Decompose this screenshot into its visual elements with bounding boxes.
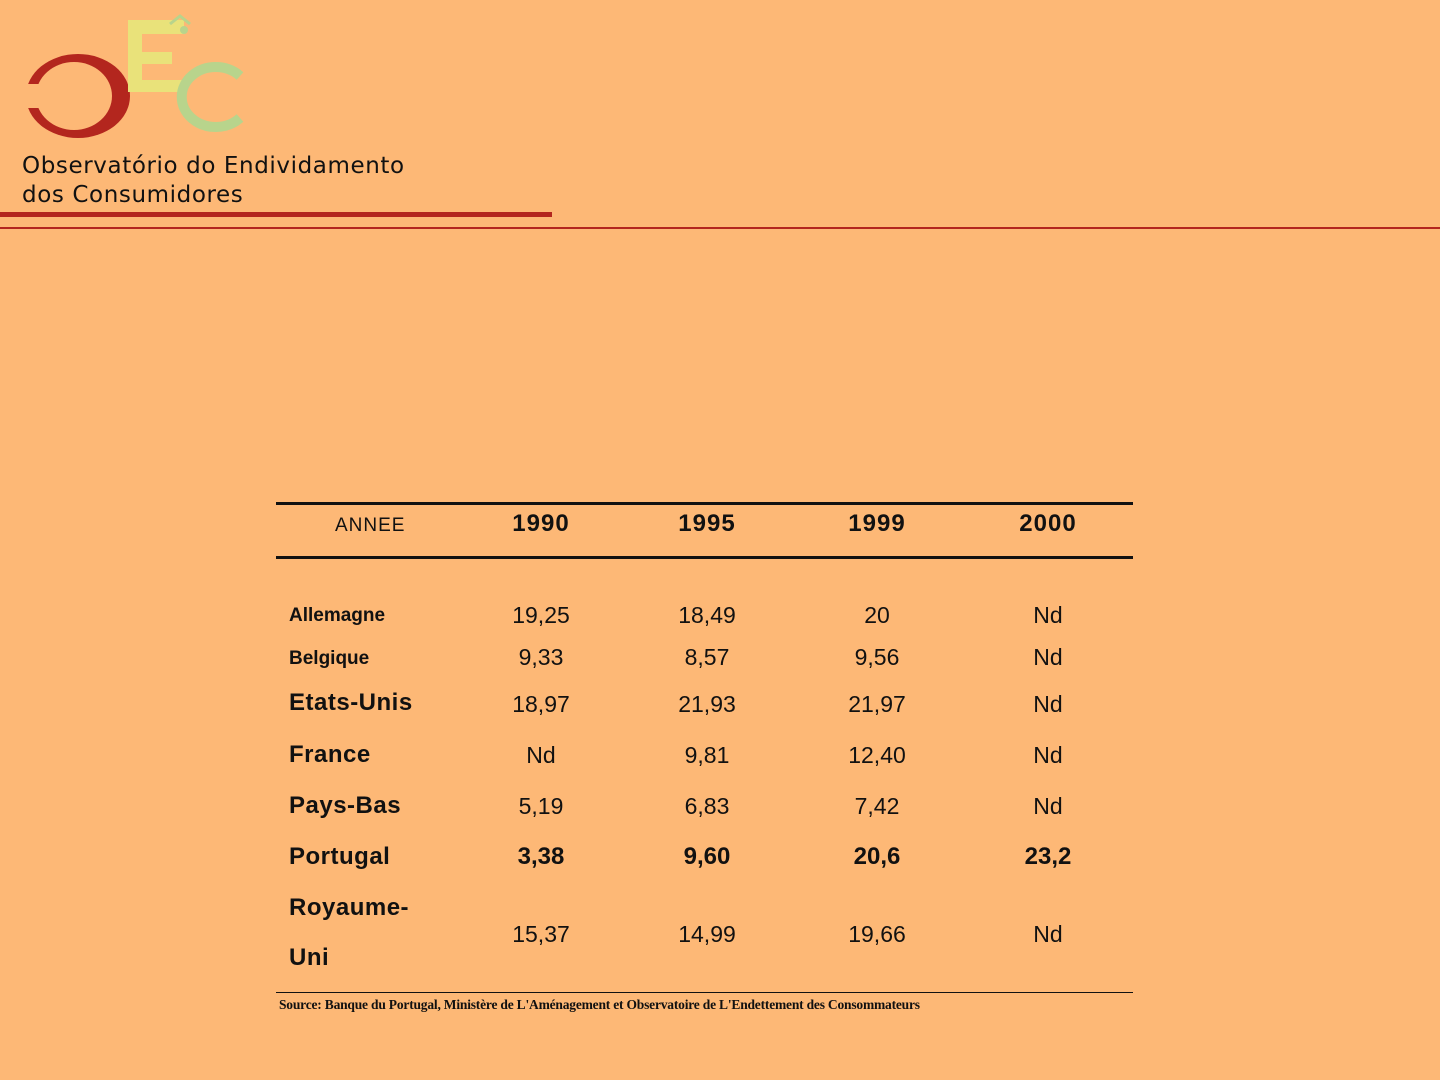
logo-letter-o: [20, 54, 130, 138]
logo-letter-e: [128, 20, 184, 92]
row-country: Allemagne: [289, 605, 386, 626]
year-header-1999: 1999: [848, 510, 906, 537]
row-value: 19,66: [848, 921, 906, 947]
row-country: France: [289, 741, 371, 768]
table-header-rule: [276, 556, 1133, 559]
row-value: Nd: [1033, 644, 1063, 670]
header-rule-long: [0, 227, 1440, 229]
row-value: 14,99: [678, 921, 736, 947]
row-country: Etats-Unis: [289, 689, 413, 716]
row-value: 7,42: [854, 793, 900, 819]
row-value: 19,25: [512, 602, 570, 628]
row-country: Pays-Bas: [289, 792, 402, 819]
row-value: 18,97: [512, 691, 570, 717]
logo-letter-c: [182, 67, 240, 127]
table-bottom-rule: [276, 992, 1133, 993]
row-country: Portugal: [289, 843, 391, 870]
row-value: 15,37: [512, 921, 570, 947]
row-value: Nd: [1033, 742, 1063, 768]
table-corner-label: ANNEE: [335, 515, 406, 536]
header-rule-short: [0, 212, 552, 217]
year-header-1990: 1990: [512, 510, 570, 537]
row-value: 8,57: [684, 644, 730, 670]
row-value: Nd: [1033, 921, 1063, 947]
row-value: Nd: [1033, 793, 1063, 819]
oec-logo: [20, 14, 260, 144]
row-value: 23,2: [1024, 843, 1072, 870]
row-value: 5,19: [518, 793, 564, 819]
row-value: Nd: [1033, 691, 1063, 717]
row-value: 18,49: [678, 602, 736, 628]
row-value: Nd: [526, 742, 556, 768]
org-name-line-2: dos Consumidores: [22, 182, 244, 208]
row-country: Belgique: [289, 648, 370, 669]
row-value: 21,97: [848, 691, 906, 717]
row-country-line-1: Royaume-: [289, 894, 410, 921]
org-name-line-1: Observatório do Endividamento: [22, 153, 405, 179]
row-value: Nd: [1033, 602, 1063, 628]
row-country-line-2: Uni: [289, 944, 330, 971]
row-value: 9,33: [518, 644, 564, 670]
row-value: 21,93: [678, 691, 736, 717]
row-value: 12,40: [848, 742, 906, 768]
row-value: 9,81: [684, 742, 730, 768]
table-source-note: Source: Banque du Portugal, Ministère de L'Aménagement et Observatoire de L'Endettement des Consommateurs: [279, 997, 920, 1012]
year-header-1995: 1995: [678, 510, 736, 537]
org-name: [22, 152, 405, 210]
year-header-2000: 2000: [1019, 510, 1077, 537]
row-value: 9,56: [854, 644, 900, 670]
row-value: 9,60: [683, 843, 731, 870]
row-value: 20,6: [853, 843, 901, 870]
table-top-rule: [276, 502, 1133, 505]
row-value: 3,38: [517, 843, 565, 870]
row-value: 6,83: [684, 793, 730, 819]
row-value: 20: [864, 602, 890, 628]
